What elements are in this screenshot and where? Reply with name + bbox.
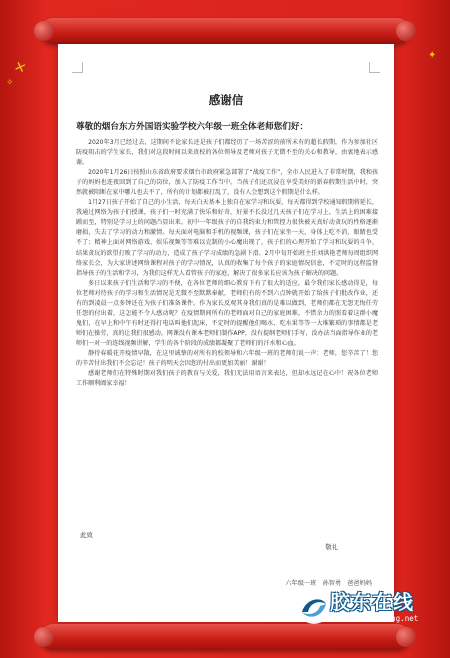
letter-paragraph: 多日以来孩子们生活和学习的不便，在各位老师的细心教育下有了很大的适应，最令我们家长感动得是，每位老师对待孩子的学习和生活情况是无微不至默默奉献，老师们有的不到六点钟就开始了给孩子们批改作业，还有的到凌晨一点多钟还在为孩子们准备课件。作为家长反观其身我们真的是难以做到，老师们都在无怨无悔任劳任怨的付出着，这怎能不令人感动呢？在疫情期间所有的老师面对自己的家庭困难，不惜余力的照看着这群小魔鬼们，在早上和中午有时还得打电话叫他们起床，不定时的提醒他们喝水、吃水果等等一大堆繁琐的事情都是老师们在操劳，真的让我们很感动。网课没有课本老师们制作APP，没有提纲老师们手写，没办法当面指导作业的老师们一对一的连线视频讲解，学生的各个阶段的成绩都凝聚了老师们的汗水和心血。: [76, 279, 378, 347]
firework-ornament-icon: ✦: [428, 50, 437, 61]
letter-title: 感谢信: [208, 93, 244, 107]
scroll-cap-left: [34, 627, 54, 647]
letter-paragraph: 2020年3月已经过去，这期间不论家长还是孩子们都经历了一场苦涩的前所未有的超长假期，作为参加社区防疫阻击的学生家长，我们对这段时间以来贵校的各位领导及老师对孩子无微不至的关心和教导，由衷地表示感谢。: [76, 139, 378, 167]
letter-paragraph: 静待春暖花开疫情早散，在这里诚挚的对所有的校领导和六年级一班的老师们说一声：老师，您辛苦了！您的辛苦付出我们不会忘记！孩子的明天会因您的付出而更加美丽！谢谢！: [76, 349, 378, 368]
page-corner-mark: [72, 62, 83, 73]
letter-signature: 六年级一班 孙智勇 爸爸妈妈: [285, 580, 372, 587]
scroll-cap-left: [34, 21, 54, 41]
swirl-logo-icon: [296, 590, 332, 626]
letter-respect: 敬礼: [325, 543, 338, 551]
letter-paragraph: 2020年1月26日按照山东省政府要求烟台市政府紧急部署了“战疫工作”，全市人民进入了非常时期，我和孩子的妈妈也连夜回到了自己的岗位，加入了防疫工作当中。当孩子们还沉浸在享受美好的新春假期生活中时，突然就被阻断在家中哪儿也去不了，所有的计划都被打乱了，没有人会想到这个假期是什么样。: [76, 169, 378, 197]
jiaodong-watermark-logo: [290, 586, 440, 632]
letter-paragraph: 感谢老师们在特殊时期对我们孩子的教育与关爱，我们无法用语言来表达，但却永远记在心中！祝各位老师工作顺利阖家幸福！: [76, 370, 378, 388]
scroll-rod-top: [40, 18, 410, 44]
watermark-url: www.JiaoDong.net: [346, 614, 419, 623]
firework-ornament-icon: ✕: [11, 58, 29, 78]
letter-paragraph: 1月27日孩子开始了自己的小生活，每天白天基本上独自在家学习和玩耍，每天都得到学校通知假期将延长，我通过网络为孩子们授课，孩子们一时充满了快乐和好奇，好景不长没过几天孩子们在学习上、生活上的困难接踵而至，特别是学习上的问题凸显出来。初中一年级孩子的自我约束力和管控力很快被天真好动贪玩的性格逐渐磨损，失去了学习的动力和激情。每天面对电脑和手机的视频课，孩子们在家坐一天，身体上吃不消，眼睛也受不了；精神上面对网络游戏、娱乐视频等等难以克制的小心魔出现了，孩子们的心理开始了学习和玩耍的斗争，结果贪玩的欲望打败了学习的动力，造成了孩子学习成绩的急剧下滑。2月中旬开始班主任刘洪艳老师每周组织网络家长会，为大家讲述网络课程对孩子的学习情况，认真的收集了每个孩子的家庭情况信息，不定时的远程监督指导孩子的生活和学习，为我们这样无人看管孩子的家庭，解决了很多家长应该为孩子解决的问题。: [76, 199, 378, 277]
page-corner-mark: [369, 62, 380, 73]
scroll-cap-right: [396, 21, 416, 41]
watermark-brand: 胶东在线: [330, 590, 414, 614]
letter-body: [76, 138, 378, 389]
firework-ornament-icon: ✧: [6, 78, 14, 88]
letter-closing: 此致: [80, 531, 93, 539]
letter-salutation: 尊敬的烟台东方外国语实验学校六年级一班全体老师您们好：: [76, 122, 309, 132]
letter-paper: [58, 44, 394, 622]
